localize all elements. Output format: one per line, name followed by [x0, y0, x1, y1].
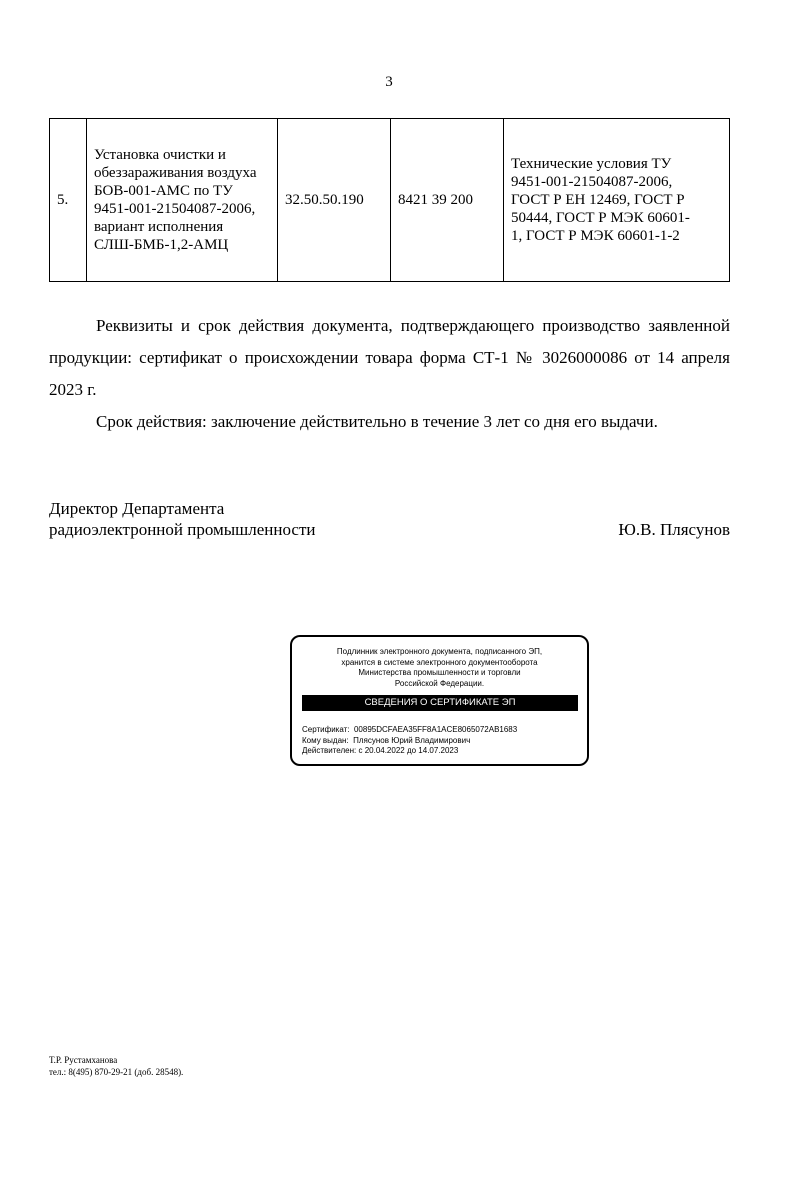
tnved-code-cell: 8421 39 200	[391, 119, 504, 282]
standards-line: 9451-001-21504087-2006,	[511, 174, 673, 190]
standards-cell	[504, 119, 730, 282]
okpd-code-cell: 32.50.50.190	[278, 119, 391, 282]
certificate-label: Сертификат:	[302, 725, 350, 734]
requisites-paragraph: Реквизиты и срок действия документа, подтверждающего производство заявленной продукции: сертификат о происхождении товара форма СТ-1 № 3026000086 от 14 апреля 2023 г.	[49, 316, 730, 399]
certificate-value: 00895DCFAEA35FF8A1ACE8065072AB1683	[353, 725, 518, 734]
executor-name: Т.Р. Рустамханова	[49, 1055, 118, 1065]
stamp-header-line: Подлинник электронного документа, подписанного ЭП,	[336, 647, 543, 656]
signatory-name: Ю.В. Плясунов	[618, 520, 730, 539]
table-row	[50, 119, 730, 282]
validity-paragraph: Срок действия: заключение действительно в течение 3 лет со дня его выдачи.	[96, 412, 658, 431]
valid-row	[302, 746, 517, 757]
executor-phone: тел.: 8(495) 870-29-21 (доб. 28548).	[49, 1066, 184, 1077]
product-name-line: обеззараживания воздуха	[94, 165, 257, 181]
stamp-header	[292, 647, 587, 689]
executor-contact	[49, 1055, 183, 1078]
signatory-title	[49, 498, 316, 540]
stamp-header-line: хранится в системе электронного документооборота	[341, 657, 538, 667]
standards-line: Технические условия ТУ	[511, 156, 672, 172]
standards-line: 50444, ГОСТ Р МЭК 60601-	[511, 210, 690, 226]
product-name-cell	[87, 119, 278, 282]
valid-label: Действителен:	[302, 746, 357, 755]
issued-to-value: Плясунов Юрий Владимирович	[353, 735, 471, 745]
product-name-line: 9451-001-21504087-2006,	[94, 201, 256, 217]
certificate-row	[302, 725, 517, 736]
standards-line: 1, ГОСТ Р МЭК 60601-1-2	[511, 228, 680, 244]
standards-line: ГОСТ Р ЕН 12469, ГОСТ Р	[511, 192, 685, 208]
stamp-header-line: Российской Федерации.	[394, 678, 485, 688]
issued-to-row	[302, 736, 517, 747]
product-name-line: СЛШ-БМБ-1,2-АМЦ	[94, 237, 229, 253]
products-table	[49, 118, 730, 282]
product-name-line: Установка очистки и	[94, 147, 226, 163]
product-name-line: вариант исполнения	[94, 219, 224, 235]
issued-to-label: Кому выдан:	[302, 735, 349, 745]
signatory-title-line: радиоэлектронной промышленности	[49, 520, 316, 539]
row-number-cell: 5.	[50, 119, 87, 282]
signatory-title-line: Директор Департамента	[49, 499, 225, 518]
page-number: 3	[385, 74, 393, 90]
stamp-certificate-info	[302, 725, 517, 757]
stamp-header-line: Министерства промышленности и торговли	[358, 668, 521, 677]
stamp-title-bar: СВЕДЕНИЯ О СЕРТИФИКАТЕ ЭП	[302, 695, 578, 711]
product-name-line: БОВ-001-АМС по ТУ	[94, 183, 233, 199]
valid-value: с 20.04.2022 до 14.07.2023	[358, 746, 459, 755]
e-signature-stamp	[290, 635, 589, 766]
